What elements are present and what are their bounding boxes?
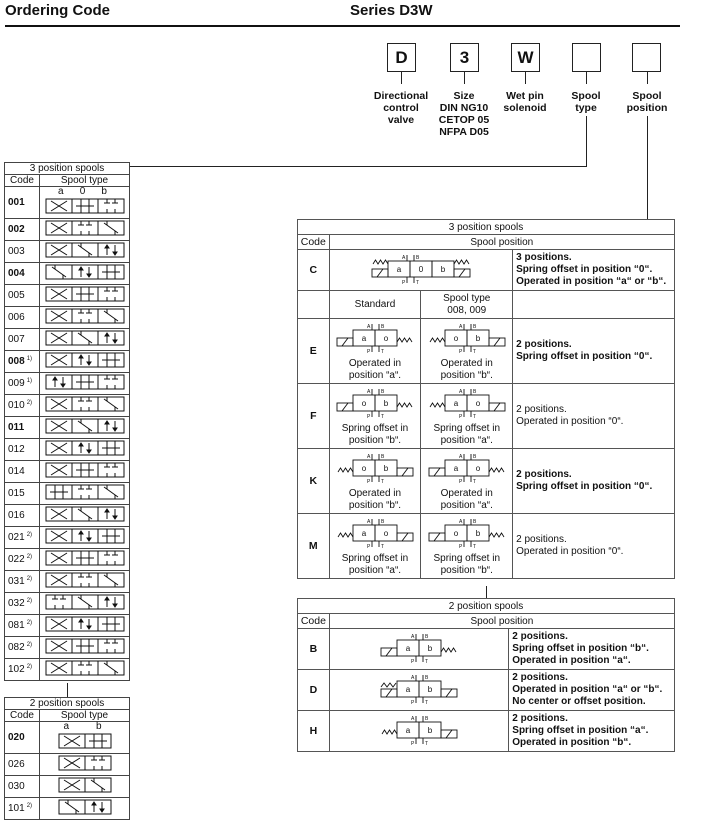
spool-symbol-cell (40, 571, 130, 593)
standard-cell: o b A B P T Operated in position “b“. (329, 449, 421, 514)
symbol-cell (329, 711, 509, 752)
spool-code: 002 (5, 219, 40, 241)
series-title: Series D3W (350, 2, 433, 19)
table-row (5, 373, 130, 395)
special-cell: a o A B P T Spring offset in position “a“. (421, 384, 513, 449)
svg-text:A: A (411, 674, 415, 681)
spool-code: 022 $^{2)}$ (5, 549, 40, 571)
spool-symbol-icon (45, 197, 125, 218)
svg-text:A: A (366, 518, 371, 525)
spool-symbol-cell (40, 549, 130, 571)
svg-text:T: T (380, 478, 385, 485)
svg-text:a: a (396, 264, 402, 274)
spool-symbol-cell (40, 329, 130, 351)
spool-code: 032 $^{2)}$ (5, 593, 40, 615)
svg-text:B: B (380, 323, 385, 330)
svg-text:P: P (458, 478, 463, 485)
svg-text:P: P (366, 543, 371, 550)
spool-code: 016 (5, 505, 40, 527)
valve-symbol-icon (423, 451, 511, 488)
spool-symbol-icon (45, 307, 125, 328)
row-desc: 3 positions. Spring offset in position “0“. Operated in position “a“ or “b“. (513, 250, 675, 291)
spool-symbol-cell (40, 483, 130, 505)
header-divider (5, 25, 680, 27)
row-code: H (298, 711, 330, 752)
spool-symbol-cell (40, 263, 130, 285)
table-title: 3 position spools (298, 220, 675, 235)
col-spool-position: Spool position (329, 614, 674, 629)
svg-text:A: A (411, 633, 415, 640)
spool-symbol-cell (40, 285, 130, 307)
svg-text:T: T (425, 740, 429, 747)
spool-symbol-cell: a 0 b (40, 187, 130, 219)
valve-symbol-icon (423, 516, 511, 553)
table-row (5, 219, 130, 241)
spool-symbol-icon (45, 417, 125, 438)
spool-symbol-cell (40, 373, 130, 395)
table-row (5, 527, 130, 549)
leader-spool-type (586, 116, 587, 167)
spool-symbol-cell (40, 615, 130, 637)
spool-symbol-icon (45, 285, 125, 306)
spool-code: 101 $^{2)}$ (5, 798, 40, 820)
table-row (5, 307, 130, 329)
table-row (5, 798, 130, 820)
spool-symbol-icon (45, 571, 125, 592)
row-code: K (298, 449, 330, 514)
spool-symbol-icon (45, 395, 125, 416)
table-row (5, 549, 130, 571)
table-title: 2 position spools (298, 599, 675, 614)
table-row (5, 461, 130, 483)
leader-spool-type-h (130, 166, 587, 167)
spool-code: 030 (5, 776, 40, 798)
row-code: E (298, 319, 330, 384)
svg-text:b: b (475, 528, 480, 538)
spool-code: 020 (5, 722, 40, 754)
svg-text:T: T (472, 413, 476, 420)
table-row (5, 263, 130, 285)
svg-text:P: P (411, 658, 415, 665)
svg-text:P: P (401, 279, 406, 286)
svg-text:a: a (453, 398, 458, 408)
spool-code: 001 (5, 187, 40, 219)
svg-text:b: b (427, 643, 433, 653)
spool-code: 021 $^{2)}$ (5, 527, 40, 549)
valve-symbol-icon (331, 516, 419, 553)
svg-text:P: P (366, 348, 371, 355)
spool-symbol-icon (45, 241, 125, 262)
valve-symbol-icon (375, 672, 463, 709)
svg-text:b: b (440, 264, 446, 274)
standard-cell: o b A B P T Spring offset in position “b“. (329, 384, 421, 449)
spool-symbol-icon (58, 754, 112, 775)
table-row (5, 187, 130, 219)
spool-code: 012 (5, 439, 40, 461)
label-spool-position: Spool position (626, 90, 668, 114)
svg-text:B: B (425, 715, 429, 722)
valve-symbol-3pos-icon (366, 252, 476, 289)
svg-text:T: T (472, 348, 476, 355)
connector-left-tables (67, 683, 68, 697)
svg-text:P: P (411, 740, 415, 747)
sub-special: Spool type 008, 009 (421, 291, 513, 319)
svg-text:T: T (472, 543, 476, 550)
table-row (298, 711, 675, 752)
table-row (298, 449, 675, 514)
spool-position-2pos-table (297, 598, 675, 752)
svg-text:P: P (411, 699, 415, 706)
svg-text:o: o (453, 333, 458, 343)
spool-symbol-cell (40, 351, 130, 373)
svg-text:o: o (383, 528, 389, 538)
connector-right-tables (486, 586, 487, 598)
spool-symbol-cell (40, 593, 130, 615)
spool-code: 026 (5, 754, 40, 776)
spool-code: 006 (5, 307, 40, 329)
spool-code: 008 $^{1)}$ (5, 351, 40, 373)
svg-text:T: T (472, 478, 476, 485)
spool-symbol-cell: a b (40, 722, 130, 754)
svg-text:B: B (380, 453, 385, 460)
svg-text:b: b (427, 684, 433, 694)
row-code: M (298, 514, 330, 579)
connector (525, 72, 526, 84)
spool-symbol-cell (40, 776, 130, 798)
spool-code: 009 $^{1)}$ (5, 373, 40, 395)
svg-text:a: a (361, 333, 367, 343)
spool-symbol-cell (40, 798, 130, 820)
row-desc: 2 positions. Spring offset in position “a“. Operated in position “b“. (509, 711, 675, 752)
table-row (5, 351, 130, 373)
svg-text:A: A (458, 453, 463, 460)
svg-text:B: B (425, 674, 429, 681)
svg-text:T: T (415, 279, 419, 286)
spool-symbol-icon (58, 732, 112, 753)
svg-text:A: A (366, 323, 371, 330)
table-row (5, 505, 130, 527)
svg-text:A: A (401, 254, 406, 261)
table-row (5, 395, 130, 417)
table-row (5, 722, 130, 754)
spool-code: 015 (5, 483, 40, 505)
svg-text:a: a (405, 725, 411, 735)
row-desc: 2 positions. Operated in position “0“. (513, 384, 675, 449)
spool-position-3pos-table (297, 219, 675, 579)
symbol-cell (329, 670, 509, 711)
label-directional: Directional control valve (373, 90, 429, 126)
row-desc: 2 positions. Operated in position “a“ or “b“. No center or offset position. (509, 670, 675, 711)
table-row (5, 659, 130, 681)
spool-symbol-icon (45, 439, 125, 460)
col-code: Code (298, 235, 330, 250)
table-row (5, 285, 130, 307)
spool-symbol-icon (45, 505, 125, 526)
col-spool-type: Spool type (40, 710, 130, 722)
svg-text:P: P (458, 348, 463, 355)
table-row (5, 571, 130, 593)
svg-text:T: T (380, 348, 385, 355)
row-code: F (298, 384, 330, 449)
table-row (298, 250, 675, 291)
standard-cell: a o A B P T Spring offset in position “a“. (329, 514, 421, 579)
table-row (5, 754, 130, 776)
connector (586, 72, 587, 84)
spool-symbol-icon (45, 549, 125, 570)
valve-symbol-icon (375, 631, 463, 668)
spool-symbol-cell (40, 754, 130, 776)
table-row (298, 384, 675, 449)
spool-code: 081 $^{2)}$ (5, 615, 40, 637)
svg-text:A: A (458, 388, 463, 395)
svg-text:B: B (425, 633, 429, 640)
table-row (5, 483, 130, 505)
row-code: B (298, 629, 330, 670)
svg-text:P: P (366, 478, 371, 485)
spool-code: 082 $^{2)}$ (5, 637, 40, 659)
spool-type-3pos-table (4, 162, 130, 681)
svg-text:B: B (380, 388, 385, 395)
leader-spool-position (647, 116, 648, 219)
table-row (5, 417, 130, 439)
row-code: C (298, 250, 330, 291)
spool-symbol-icon (58, 776, 112, 797)
label-solenoid: Wet pin solenoid (503, 90, 547, 114)
row-desc: 2 positions. Operated in position “0“. (513, 514, 675, 579)
svg-text:T: T (425, 658, 429, 665)
symbol-cell (329, 250, 513, 291)
spool-symbol-icon (45, 373, 125, 394)
svg-text:T: T (380, 413, 385, 420)
svg-text:o: o (383, 333, 389, 343)
table-row (5, 439, 130, 461)
svg-text:B: B (415, 254, 420, 261)
row-desc: 2 positions. Spring offset in position “0“. (513, 449, 675, 514)
spool-symbol-icon (45, 659, 125, 680)
code-box-directional: D (387, 43, 416, 72)
valve-symbol-icon (331, 386, 419, 423)
col-code: Code (5, 710, 40, 722)
spool-symbol-cell (40, 219, 130, 241)
col-spool-position: Spool position (329, 235, 674, 250)
table-title: 2 position spools (5, 698, 130, 710)
table-title: 3 position spools (5, 163, 130, 175)
spool-symbol-cell (40, 307, 130, 329)
svg-text:P: P (458, 413, 463, 420)
table-row (298, 629, 675, 670)
svg-text:A: A (366, 453, 371, 460)
svg-text:o: o (361, 398, 367, 408)
svg-text:B: B (472, 518, 477, 525)
symbol-cell (329, 629, 509, 670)
table-row (5, 593, 130, 615)
spool-symbol-icon (45, 329, 125, 350)
svg-text:P: P (366, 413, 371, 420)
standard-cell: a o A B P T Operated in position “a“. (329, 319, 421, 384)
svg-text:o: o (475, 398, 480, 408)
spool-symbol-icon (45, 527, 125, 548)
svg-text:T: T (380, 543, 385, 550)
table-row (298, 319, 675, 384)
col-code: Code (298, 614, 330, 629)
table-row (298, 514, 675, 579)
connector (401, 72, 402, 84)
table-row (5, 329, 130, 351)
spool-type-2pos-table (4, 697, 130, 820)
table-row (5, 615, 130, 637)
code-box-spool-type (572, 43, 601, 72)
svg-text:b: b (475, 333, 480, 343)
svg-text:b: b (383, 463, 389, 473)
table-row (298, 670, 675, 711)
svg-text:b: b (427, 725, 433, 735)
spool-symbol-icon (45, 461, 125, 482)
svg-text:a: a (405, 684, 411, 694)
code-box-spool-position (632, 43, 661, 72)
spool-code: 102 $^{2)}$ (5, 659, 40, 681)
svg-text:B: B (472, 388, 477, 395)
svg-text:B: B (380, 518, 385, 525)
row-desc: 2 positions. Spring offset in position “b“. Operated in position “a“. (509, 629, 675, 670)
spool-symbol-icon (45, 483, 125, 504)
col-spool-type: Spool type (40, 175, 130, 187)
svg-text:P: P (458, 543, 463, 550)
svg-text:o: o (453, 528, 458, 538)
connector (647, 72, 648, 84)
svg-text:A: A (411, 715, 415, 722)
spool-symbol-cell (40, 659, 130, 681)
special-cell: o b A B P T Operated in position “b“. (421, 319, 513, 384)
svg-text:B: B (472, 323, 477, 330)
spool-code: 014 (5, 461, 40, 483)
code-box-size: 3 (450, 43, 479, 72)
special-cell: a o A B P T Operated in position “a“. (421, 449, 513, 514)
svg-text:T: T (425, 699, 429, 706)
valve-symbol-icon (331, 451, 419, 488)
table-row (5, 637, 130, 659)
spool-symbol-cell (40, 461, 130, 483)
spool-symbol-icon (45, 593, 125, 614)
row-code: D (298, 670, 330, 711)
spool-code: 004 (5, 263, 40, 285)
svg-text:A: A (458, 323, 463, 330)
valve-symbol-icon (375, 713, 463, 750)
label-size: Size DIN NG10 CETOP 05 NFPA D05 (438, 90, 490, 138)
svg-text:a: a (453, 463, 458, 473)
connector (464, 72, 465, 84)
spool-code: 005 (5, 285, 40, 307)
table-row (5, 241, 130, 263)
row-desc: 2 positions. Spring offset in position “0“. (513, 319, 675, 384)
spool-code: 003 (5, 241, 40, 263)
spool-symbol-cell (40, 637, 130, 659)
table-row (5, 776, 130, 798)
svg-text:b: b (383, 398, 389, 408)
spool-symbol-cell (40, 241, 130, 263)
spool-code: 011 (5, 417, 40, 439)
valve-symbol-icon (423, 321, 511, 358)
spool-code: 010 $^{2)}$ (5, 395, 40, 417)
spool-code: 007 (5, 329, 40, 351)
spool-symbol-icon (45, 351, 125, 372)
svg-text:o: o (361, 463, 367, 473)
page-title: Ordering Code (5, 2, 111, 19)
col-code: Code (5, 175, 40, 187)
spool-symbol-icon (45, 219, 125, 240)
code-box-solenoid: W (511, 43, 540, 72)
svg-text:a: a (361, 528, 367, 538)
svg-text:A: A (366, 388, 371, 395)
spool-symbol-cell (40, 439, 130, 461)
spool-symbol-cell (40, 527, 130, 549)
spool-symbol-icon (58, 798, 112, 819)
svg-text:A: A (458, 518, 463, 525)
special-cell: o b A B P T Spring offset in position “b“. (421, 514, 513, 579)
spool-code: 031 $^{2)}$ (5, 571, 40, 593)
svg-text:0: 0 (418, 264, 424, 274)
spool-symbol-icon (45, 263, 125, 284)
svg-text:B: B (472, 453, 477, 460)
spool-symbol-icon (45, 637, 125, 658)
valve-symbol-icon (331, 321, 419, 358)
spool-symbol-cell (40, 505, 130, 527)
svg-text:o: o (475, 463, 480, 473)
spool-symbol-cell (40, 395, 130, 417)
svg-text:a: a (405, 643, 411, 653)
spool-symbol-icon (45, 615, 125, 636)
sub-standard: Standard (329, 291, 421, 319)
label-spool-type: Spool type (571, 90, 601, 114)
valve-symbol-icon (423, 386, 511, 423)
spool-symbol-cell (40, 417, 130, 439)
